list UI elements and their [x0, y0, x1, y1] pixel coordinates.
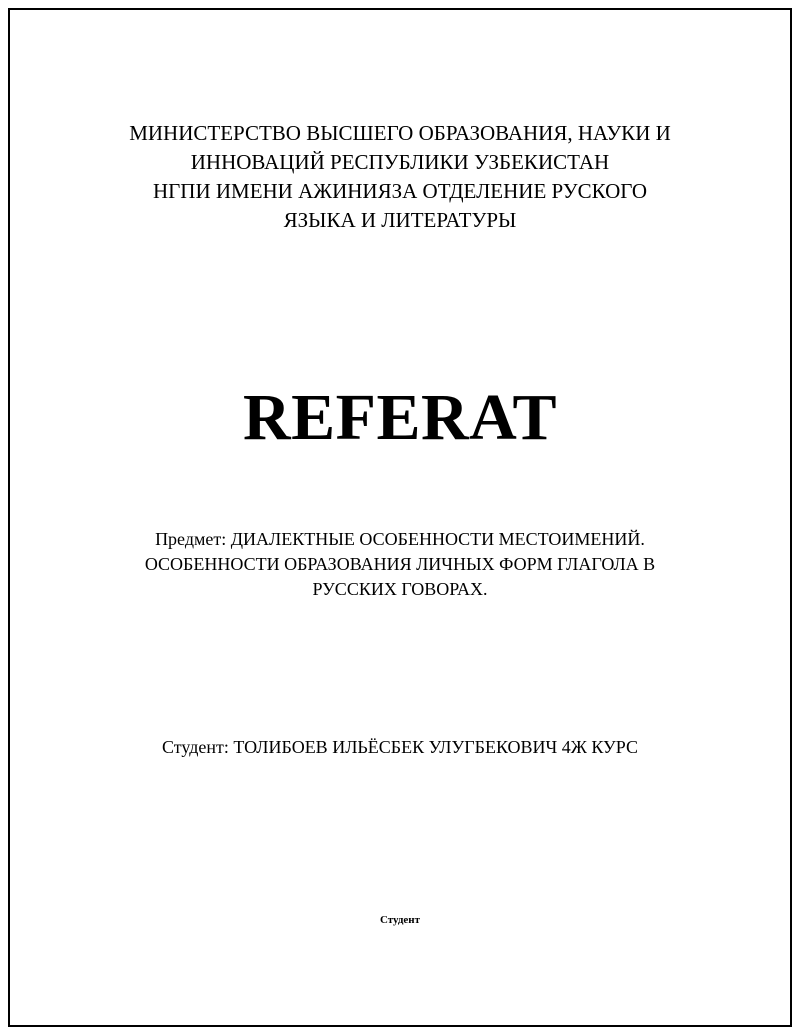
institution-line-1: МИНИСТЕРСТВО ВЫСШЕГО ОБРАЗОВАНИЯ, НАУКИ И — [129, 121, 671, 145]
institution-line-3: НГПИ ИМЕНИ АЖИНИЯЗА ОТДЕЛЕНИЕ РУСКОГО — [152, 179, 648, 203]
institution-line-2: ИННОВАЦИЙ РЕСПУБЛИКИ УЗБЕКИСТАН — [190, 150, 610, 174]
student-info: Студент: ТОЛИБОЕВ ИЛЬЁСБЕК УЛУГБЕКОВИЧ 4Ж КУРС — [162, 737, 638, 757]
subject-line-3: РУССКИХ ГОВОРАХ. — [312, 579, 488, 599]
institution-header — [0, 119, 800, 235]
document-title: REFERAT — [243, 381, 557, 454]
footer-student-label: Студент — [379, 914, 421, 926]
subject-block — [0, 527, 800, 602]
subject-line-1: Предмет: ДИАЛЕКТНЫЕ ОСОБЕННОСТИ МЕСТОИМЕНИЙ. — [155, 529, 645, 549]
subject-line-2: ОСОБЕННОСТИ ОБРАЗОВАНИЯ ЛИЧНЫХ ФОРМ ГЛАГОЛА В — [144, 554, 656, 574]
institution-line-4: ЯЗЫКА И ЛИТЕРАТУРЫ — [283, 208, 517, 232]
